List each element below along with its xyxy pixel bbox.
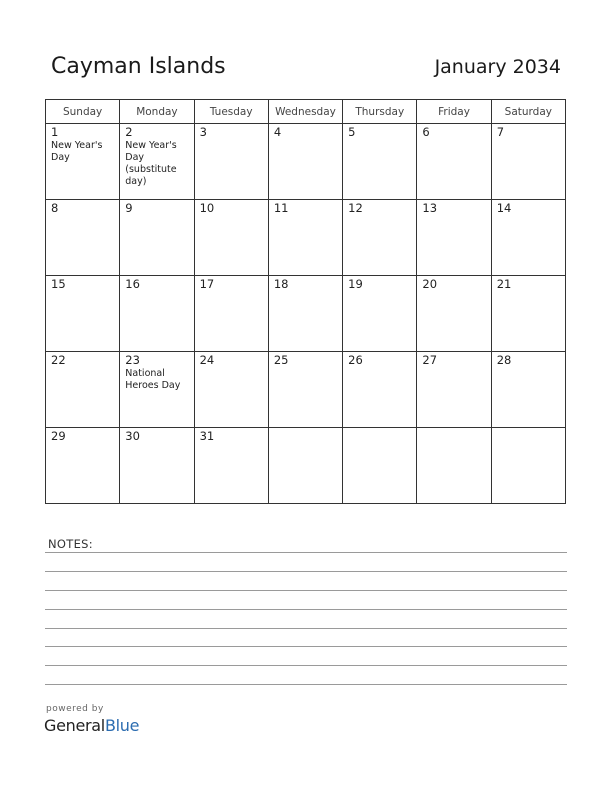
day-number: 12 xyxy=(348,201,363,215)
week-row xyxy=(46,352,566,428)
day-cell xyxy=(268,276,342,352)
day-number: 3 xyxy=(199,125,207,139)
weekday-header: Wednesday xyxy=(268,100,342,124)
day-number: 18 xyxy=(273,277,289,291)
day-cell xyxy=(194,428,268,504)
notes-line xyxy=(45,646,567,647)
day-cell xyxy=(343,200,417,276)
day-number: 8 xyxy=(51,201,59,215)
weekday-header: Tuesday xyxy=(194,100,268,124)
day-number: 15 xyxy=(51,277,66,291)
day-cell xyxy=(194,352,268,428)
day-number: 27 xyxy=(422,353,438,367)
day-cell xyxy=(268,352,342,428)
day-cell xyxy=(194,276,268,352)
day-number: 2 xyxy=(125,125,133,139)
week-row xyxy=(46,200,566,276)
day-number: 22 xyxy=(51,353,66,367)
brand-name-part2: Blue xyxy=(104,716,140,735)
day-number: 4 xyxy=(273,125,282,139)
day-cell xyxy=(194,124,268,200)
week-row xyxy=(46,276,566,352)
holiday-text: New Year's Day (substitute day) xyxy=(125,140,177,187)
calendar-country-title: Cayman Islands xyxy=(51,54,226,79)
day-number: 6 xyxy=(422,125,430,139)
day-number: 9 xyxy=(125,201,133,215)
day-number: 30 xyxy=(125,429,140,443)
day-number: 14 xyxy=(496,201,512,215)
weekday-header: Monday xyxy=(120,100,194,124)
weekday-header: Saturday xyxy=(491,100,565,124)
day-cell xyxy=(120,200,194,276)
day-number: 7 xyxy=(496,125,505,139)
brand-name-part1: General xyxy=(44,716,105,735)
day-number: 20 xyxy=(422,277,438,291)
holiday-text: New Year's Day xyxy=(51,140,103,163)
day-cell xyxy=(491,352,565,428)
day-cell xyxy=(46,352,120,428)
day-cell-empty xyxy=(343,428,417,504)
powered-by-text: powered by xyxy=(46,704,104,714)
brand-logo[interactable] xyxy=(44,716,139,735)
day-number: 5 xyxy=(348,125,356,139)
day-number: 11 xyxy=(273,201,289,215)
day-number: 17 xyxy=(199,277,215,291)
notes-line xyxy=(45,665,567,666)
day-cell xyxy=(417,276,491,352)
notes-line xyxy=(45,684,567,685)
notes-line xyxy=(45,571,567,572)
day-cell xyxy=(46,276,120,352)
day-number: 28 xyxy=(496,353,512,367)
calendar-month-year: January 2034 xyxy=(434,56,561,78)
notes-line xyxy=(45,590,567,591)
day-cell xyxy=(46,200,120,276)
day-cell xyxy=(343,276,417,352)
day-number: 10 xyxy=(199,201,215,215)
notes-line xyxy=(45,628,567,629)
weekday-header: Thursday xyxy=(343,100,417,124)
day-cell-empty xyxy=(417,428,491,504)
notes-label: NOTES: xyxy=(48,537,93,551)
day-cell xyxy=(343,124,417,200)
day-cell xyxy=(194,200,268,276)
day-cell xyxy=(417,124,491,200)
day-cell xyxy=(417,200,491,276)
day-cell xyxy=(120,428,194,504)
week-row xyxy=(46,124,566,200)
day-cell xyxy=(120,352,194,428)
day-cell xyxy=(46,428,120,504)
day-cell xyxy=(268,200,342,276)
day-cell xyxy=(268,124,342,200)
day-cell xyxy=(491,200,565,276)
day-number: 24 xyxy=(199,353,215,367)
notes-line xyxy=(45,552,567,553)
day-number: 23 xyxy=(125,353,140,367)
notes-line xyxy=(45,609,567,610)
day-number: 26 xyxy=(348,353,363,367)
weekday-header: Friday xyxy=(417,100,491,124)
day-number: 19 xyxy=(348,277,363,291)
weekday-header: Sunday xyxy=(46,100,120,124)
week-row xyxy=(46,428,566,504)
day-number: 1 xyxy=(51,125,59,139)
day-cell xyxy=(491,124,565,200)
day-cell xyxy=(491,276,565,352)
day-number: 25 xyxy=(273,353,289,367)
day-number: 16 xyxy=(125,277,140,291)
day-cell xyxy=(120,124,194,200)
day-number: 31 xyxy=(199,429,215,443)
day-cell xyxy=(417,352,491,428)
day-cell-empty xyxy=(268,428,342,504)
day-cell xyxy=(46,124,120,200)
calendar-grid xyxy=(45,99,566,504)
day-cell xyxy=(120,276,194,352)
day-number: 13 xyxy=(422,201,438,215)
day-number: 21 xyxy=(496,277,512,291)
holiday-text: National Heroes Day xyxy=(125,368,181,391)
day-number: 29 xyxy=(51,429,66,443)
day-cell-empty xyxy=(491,428,565,504)
day-cell xyxy=(343,352,417,428)
weekday-header-row xyxy=(46,100,566,124)
